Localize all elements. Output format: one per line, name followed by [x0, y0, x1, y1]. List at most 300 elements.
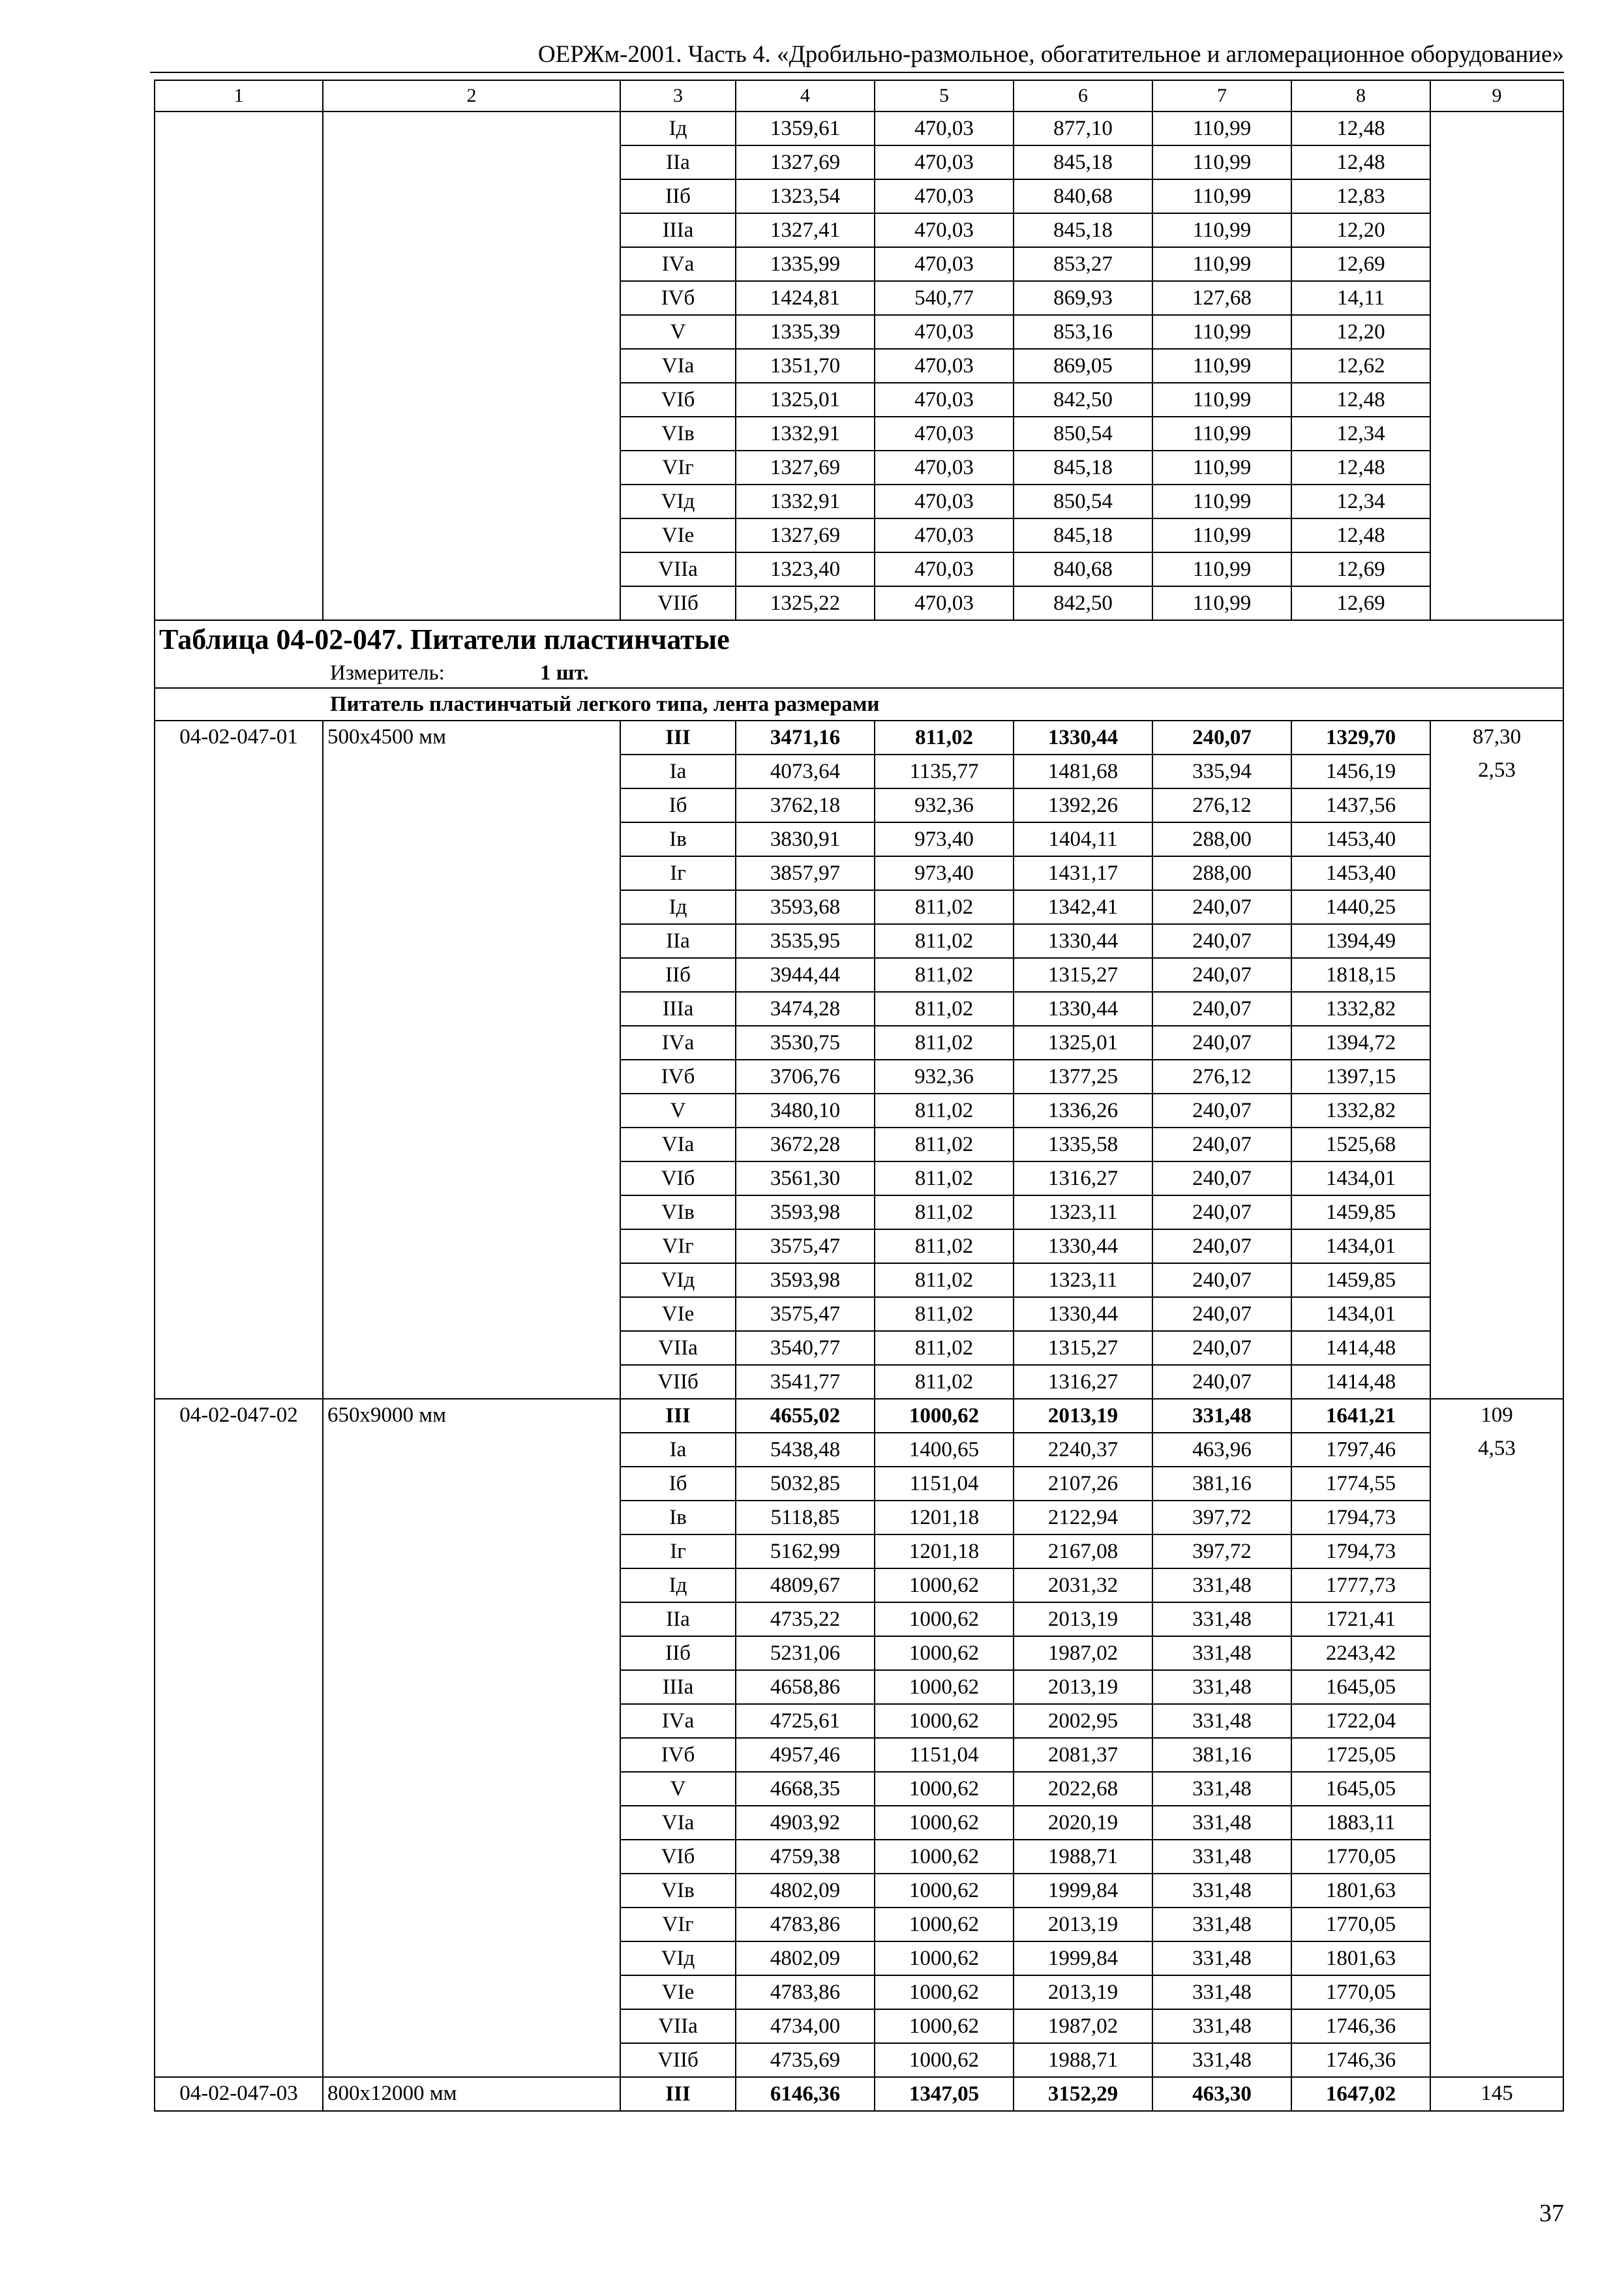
col9-cell	[1430, 1297, 1563, 1331]
value-cell: 1794,73	[1291, 1534, 1430, 1568]
value-cell: 1437,56	[1291, 788, 1430, 822]
value-cell: 1332,82	[1291, 1094, 1430, 1128]
value-cell: 1394,72	[1291, 1026, 1430, 1060]
value-cell: 110,99	[1152, 179, 1291, 213]
zone-cell: VIв	[620, 1874, 736, 1908]
value-cell: 1525,68	[1291, 1128, 1430, 1161]
item-name	[323, 1670, 620, 1704]
item-name	[323, 1195, 620, 1229]
value-cell: 240,07	[1152, 1094, 1291, 1128]
table-row	[155, 1874, 1563, 1908]
value-cell: 1999,84	[1014, 1874, 1152, 1908]
col9-cell	[1430, 1501, 1563, 1534]
value-cell: 1456,19	[1291, 755, 1430, 788]
value-cell: 470,03	[875, 112, 1014, 145]
table-title-row	[155, 620, 1563, 659]
value-cell: 1327,69	[736, 451, 875, 485]
item-name	[323, 1263, 620, 1297]
name-cell	[323, 145, 620, 179]
col9-cell	[1430, 1263, 1563, 1297]
value-cell: 463,96	[1152, 1433, 1291, 1467]
zone-cell: VIIа	[620, 1331, 736, 1365]
item-name	[323, 1941, 620, 1975]
table-row	[155, 788, 1563, 822]
value-cell: 1377,25	[1014, 1060, 1152, 1094]
value-cell: 842,50	[1014, 586, 1152, 620]
name-cell	[323, 451, 620, 485]
col9-cell	[1430, 383, 1563, 417]
item-name	[323, 1094, 620, 1128]
value-cell: 1000,62	[875, 1772, 1014, 1806]
item-code	[155, 1263, 323, 1297]
table-row	[155, 1060, 1563, 1094]
item-name	[323, 755, 620, 788]
table-row	[155, 1975, 1563, 2009]
value-cell: 1330,44	[1014, 721, 1152, 755]
name-cell	[323, 315, 620, 349]
col9-cell: 2,53	[1430, 755, 1563, 788]
value-cell: 3530,75	[736, 1026, 875, 1060]
value-cell: 1332,91	[736, 417, 875, 451]
value-cell: 811,02	[875, 1297, 1014, 1331]
value-cell: 1770,05	[1291, 1840, 1430, 1874]
value-cell: 331,48	[1152, 2009, 1291, 2043]
col9-cell	[1430, 958, 1563, 992]
value-cell: 12,62	[1291, 349, 1430, 383]
value-cell: 4957,46	[736, 1738, 875, 1772]
name-cell	[323, 417, 620, 451]
value-cell: 1414,48	[1291, 1365, 1430, 1399]
table-row	[155, 1908, 1563, 1941]
item-code	[155, 856, 323, 890]
value-cell: 12,48	[1291, 145, 1430, 179]
table-row	[155, 112, 1563, 145]
value-cell: 4802,09	[736, 1941, 875, 1975]
value-cell: 1453,40	[1291, 856, 1430, 890]
value-cell: 2022,68	[1014, 1772, 1152, 1806]
col9-cell	[1430, 1161, 1563, 1195]
item-code	[155, 1874, 323, 1908]
value-cell: 470,03	[875, 213, 1014, 247]
value-cell: 5118,85	[736, 1501, 875, 1534]
item-code	[155, 1941, 323, 1975]
value-cell: 845,18	[1014, 451, 1152, 485]
value-cell: 470,03	[875, 417, 1014, 451]
zone-cell: Iг	[620, 856, 736, 890]
col9-cell	[1430, 1060, 1563, 1094]
unit-label: Измеритель:	[330, 661, 445, 685]
item-name: 500х4500 мм	[323, 721, 620, 755]
zone-cell: VIг	[620, 1908, 736, 1941]
value-cell: 1746,36	[1291, 2043, 1430, 2077]
value-cell: 1000,62	[875, 1908, 1014, 1941]
table-row	[155, 485, 1563, 518]
value-cell: 4809,67	[736, 1568, 875, 1602]
table-row	[155, 1772, 1563, 1806]
col9-cell	[1430, 1026, 1563, 1060]
value-cell: 869,05	[1014, 349, 1152, 383]
col9-cell	[1430, 518, 1563, 552]
value-cell: 1327,69	[736, 518, 875, 552]
value-cell: 12,83	[1291, 179, 1430, 213]
value-cell: 1481,68	[1014, 755, 1152, 788]
item-name	[323, 1534, 620, 1568]
zone-cell: III	[620, 721, 736, 755]
value-cell: 811,02	[875, 1094, 1014, 1128]
value-cell: 540,77	[875, 281, 1014, 315]
col9-cell	[1430, 112, 1563, 145]
item-name	[323, 1568, 620, 1602]
value-cell: 12,34	[1291, 417, 1430, 451]
value-cell: 1000,62	[875, 1941, 1014, 1975]
value-cell: 6146,36	[736, 2077, 875, 2111]
col9-cell	[1430, 145, 1563, 179]
table-row	[155, 856, 1563, 890]
value-cell: 1332,91	[736, 485, 875, 518]
table-row	[155, 1534, 1563, 1568]
value-cell: 1794,73	[1291, 1501, 1430, 1534]
zone-cell: VIIа	[620, 552, 736, 586]
value-cell: 4735,69	[736, 2043, 875, 2077]
table-row	[155, 2077, 1563, 2111]
value-cell: 1988,71	[1014, 1840, 1152, 1874]
value-cell: 845,18	[1014, 518, 1152, 552]
value-cell: 331,48	[1152, 1602, 1291, 1636]
table-row	[155, 417, 1563, 451]
item-name	[323, 1704, 620, 1738]
zone-cell: IIб	[620, 179, 736, 213]
name-cell	[323, 112, 620, 145]
unit-row	[155, 659, 1563, 688]
item-name	[323, 1874, 620, 1908]
zone-cell: Iв	[620, 822, 736, 856]
value-cell: 5231,06	[736, 1636, 875, 1670]
table-row	[155, 281, 1563, 315]
table-row	[155, 213, 1563, 247]
col9-cell	[1430, 1467, 1563, 1501]
table-row	[155, 1501, 1563, 1534]
value-cell: 240,07	[1152, 1195, 1291, 1229]
item-code	[155, 1297, 323, 1331]
header-rule	[150, 72, 1564, 73]
value-cell: 331,48	[1152, 1874, 1291, 1908]
item-code	[155, 1195, 323, 1229]
value-cell: 1801,63	[1291, 1941, 1430, 1975]
value-cell: 811,02	[875, 992, 1014, 1026]
value-cell: 110,99	[1152, 349, 1291, 383]
value-cell: 331,48	[1152, 1840, 1291, 1874]
table-row	[155, 145, 1563, 179]
item-code	[155, 1161, 323, 1195]
value-cell: 842,50	[1014, 383, 1152, 417]
zone-cell: III	[620, 2077, 736, 2111]
zone-cell: Iа	[620, 1433, 736, 1467]
value-cell: 463,30	[1152, 2077, 1291, 2111]
item-code	[155, 1738, 323, 1772]
value-cell: 973,40	[875, 856, 1014, 890]
table-row	[155, 1094, 1563, 1128]
column-number: 9	[1430, 80, 1563, 112]
value-cell: 240,07	[1152, 721, 1291, 755]
zone-cell: Iд	[620, 112, 736, 145]
value-cell: 12,48	[1291, 383, 1430, 417]
value-cell: 331,48	[1152, 1399, 1291, 1433]
table-row	[155, 451, 1563, 485]
zone-cell: VIIа	[620, 2009, 736, 2043]
zone-cell: Iг	[620, 1534, 736, 1568]
value-cell: 1000,62	[875, 1399, 1014, 1433]
column-number: 6	[1014, 80, 1152, 112]
value-cell: 110,99	[1152, 213, 1291, 247]
column-number: 8	[1291, 80, 1430, 112]
col9-cell	[1430, 247, 1563, 281]
name-cell	[323, 247, 620, 281]
item-name	[323, 992, 620, 1026]
table-row	[155, 1433, 1563, 1467]
value-cell: 1414,48	[1291, 1331, 1430, 1365]
value-cell: 1770,05	[1291, 1908, 1430, 1941]
value-cell: 1316,27	[1014, 1161, 1152, 1195]
item-code	[155, 1908, 323, 1941]
value-cell: 1725,05	[1291, 1738, 1430, 1772]
col9-cell	[1430, 1941, 1563, 1975]
value-cell: 1774,55	[1291, 1467, 1430, 1501]
value-cell: 1000,62	[875, 1874, 1014, 1908]
value-cell: 397,72	[1152, 1501, 1291, 1534]
value-cell: 1770,05	[1291, 1975, 1430, 2009]
value-cell: 12,69	[1291, 247, 1430, 281]
code-cell	[155, 247, 323, 281]
name-cell	[323, 518, 620, 552]
value-cell: 2013,19	[1014, 1602, 1152, 1636]
name-cell	[323, 485, 620, 518]
value-cell: 1883,11	[1291, 1806, 1430, 1840]
name-cell	[323, 213, 620, 247]
col9-cell	[1430, 179, 1563, 213]
code-cell	[155, 315, 323, 349]
table-row	[155, 552, 1563, 586]
zone-cell: IIIа	[620, 1670, 736, 1704]
value-cell: 12,48	[1291, 518, 1430, 552]
value-cell: 1329,70	[1291, 721, 1430, 755]
zone-cell: Iа	[620, 755, 736, 788]
value-cell: 1201,18	[875, 1501, 1014, 1534]
item-code	[155, 1670, 323, 1704]
value-cell: 1323,11	[1014, 1263, 1152, 1297]
col9-cell	[1430, 2043, 1563, 2077]
col9-cell	[1430, 1840, 1563, 1874]
value-cell: 1332,82	[1291, 992, 1430, 1026]
item-code	[155, 1229, 323, 1263]
zone-cell: VIIб	[620, 1365, 736, 1399]
value-cell: 3575,47	[736, 1297, 875, 1331]
item-code	[155, 2043, 323, 2077]
value-cell: 1323,54	[736, 179, 875, 213]
column-number: 1	[155, 80, 323, 112]
value-cell: 1000,62	[875, 1636, 1014, 1670]
value-cell: 470,03	[875, 552, 1014, 586]
value-cell: 850,54	[1014, 417, 1152, 451]
value-cell: 1397,15	[1291, 1060, 1430, 1094]
value-cell: 240,07	[1152, 924, 1291, 958]
table-row	[155, 518, 1563, 552]
value-cell: 1404,11	[1014, 822, 1152, 856]
value-cell: 4668,35	[736, 1772, 875, 1806]
value-cell: 3535,95	[736, 924, 875, 958]
value-cell: 5162,99	[736, 1534, 875, 1568]
value-cell: 4802,09	[736, 1874, 875, 1908]
value-cell: 2013,19	[1014, 1670, 1152, 1704]
value-cell: 1135,77	[875, 755, 1014, 788]
code-cell	[155, 451, 323, 485]
item-code	[155, 1772, 323, 1806]
value-cell: 331,48	[1152, 1806, 1291, 1840]
col9-cell	[1430, 1738, 1563, 1772]
value-cell: 4783,86	[736, 1908, 875, 1941]
value-cell: 1327,41	[736, 213, 875, 247]
table-row	[155, 349, 1563, 383]
price-table	[154, 80, 1564, 2112]
table-row	[155, 1602, 1563, 1636]
value-cell: 1351,70	[736, 349, 875, 383]
column-number: 7	[1152, 80, 1291, 112]
value-cell: 2013,19	[1014, 1399, 1152, 1433]
value-cell: 811,02	[875, 1195, 1014, 1229]
value-cell: 110,99	[1152, 247, 1291, 281]
value-cell: 240,07	[1152, 1263, 1291, 1297]
code-cell	[155, 383, 323, 417]
value-cell: 2013,19	[1014, 1908, 1152, 1941]
value-cell: 1000,62	[875, 1568, 1014, 1602]
value-cell: 3830,91	[736, 822, 875, 856]
value-cell: 240,07	[1152, 1161, 1291, 1195]
item-code: 04-02-047-03	[155, 2077, 323, 2111]
table-row	[155, 1738, 1563, 1772]
value-cell: 240,07	[1152, 1128, 1291, 1161]
table-row	[155, 586, 1563, 620]
value-cell: 2002,95	[1014, 1704, 1152, 1738]
table-row	[155, 179, 1563, 213]
item-code	[155, 890, 323, 924]
value-cell: 1330,44	[1014, 924, 1152, 958]
value-cell: 4655,02	[736, 1399, 875, 1433]
zone-cell: VIв	[620, 1195, 736, 1229]
value-cell: 470,03	[875, 349, 1014, 383]
item-name	[323, 1772, 620, 1806]
value-cell: 12,48	[1291, 451, 1430, 485]
item-code	[155, 1060, 323, 1094]
value-cell: 3480,10	[736, 1094, 875, 1128]
code-cell	[155, 112, 323, 145]
zone-cell: Iд	[620, 890, 736, 924]
value-cell: 811,02	[875, 1263, 1014, 1297]
value-cell: 240,07	[1152, 1297, 1291, 1331]
item-code	[155, 822, 323, 856]
value-cell: 2013,19	[1014, 1975, 1152, 2009]
running-header: ОЕРЖм-2001. Часть 4. «Дробильно-размольное, обогатительное и агломерационное оборудование»	[537, 41, 1564, 68]
value-cell: 1315,27	[1014, 958, 1152, 992]
value-cell: 811,02	[875, 721, 1014, 755]
column-number: 5	[875, 80, 1014, 112]
value-cell: 470,03	[875, 179, 1014, 213]
value-cell: 240,07	[1152, 958, 1291, 992]
value-cell: 1431,17	[1014, 856, 1152, 890]
value-cell: 1335,58	[1014, 1128, 1152, 1161]
zone-cell: IVа	[620, 1026, 736, 1060]
col9-cell	[1430, 1975, 1563, 2009]
item-name	[323, 2043, 620, 2077]
value-cell: 1000,62	[875, 1670, 1014, 1704]
value-cell: 1987,02	[1014, 2009, 1152, 2043]
item-name	[323, 1161, 620, 1195]
item-code: 04-02-047-02	[155, 1399, 323, 1433]
col9-cell: 87,30	[1430, 721, 1563, 755]
item-code	[155, 1467, 323, 1501]
value-cell: 1000,62	[875, 1704, 1014, 1738]
item-code	[155, 1704, 323, 1738]
table-row	[155, 924, 1563, 958]
value-cell: 4658,86	[736, 1670, 875, 1704]
value-cell: 12,69	[1291, 586, 1430, 620]
zone-cell: VIг	[620, 451, 736, 485]
table-subtitle: Питатель пластинчатый легкого типа, лента размерами	[155, 688, 1563, 721]
value-cell: 2107,26	[1014, 1467, 1152, 1501]
item-code	[155, 1534, 323, 1568]
value-cell: 1347,05	[875, 2077, 1014, 2111]
subtitle-row	[155, 688, 1563, 721]
item-name	[323, 1636, 620, 1670]
value-cell: 2020,19	[1014, 1806, 1152, 1840]
col9-cell	[1430, 1331, 1563, 1365]
zone-cell: VIб	[620, 1840, 736, 1874]
item-name	[323, 1975, 620, 2009]
zone-cell: VIб	[620, 383, 736, 417]
table-row	[155, 383, 1563, 417]
item-name	[323, 1840, 620, 1874]
table-row	[155, 2009, 1563, 2043]
code-cell	[155, 518, 323, 552]
value-cell: 973,40	[875, 822, 1014, 856]
item-name	[323, 1806, 620, 1840]
item-code	[155, 1840, 323, 1874]
value-cell: 110,99	[1152, 518, 1291, 552]
zone-cell: VIа	[620, 349, 736, 383]
item-code	[155, 992, 323, 1026]
value-cell: 1151,04	[875, 1467, 1014, 1501]
value-cell: 811,02	[875, 1331, 1014, 1365]
value-cell: 1201,18	[875, 1534, 1014, 1568]
value-cell: 3152,29	[1014, 2077, 1152, 2111]
value-cell: 850,54	[1014, 485, 1152, 518]
value-cell: 3672,28	[736, 1128, 875, 1161]
column-number-row	[155, 80, 1563, 112]
item-code	[155, 1806, 323, 1840]
value-cell: 2081,37	[1014, 1738, 1152, 1772]
value-cell: 1342,41	[1014, 890, 1152, 924]
value-cell: 14,11	[1291, 281, 1430, 315]
value-cell: 110,99	[1152, 145, 1291, 179]
col9-cell	[1430, 1704, 1563, 1738]
value-cell: 110,99	[1152, 315, 1291, 349]
value-cell: 1316,27	[1014, 1365, 1152, 1399]
value-cell: 110,99	[1152, 417, 1291, 451]
zone-cell: VIд	[620, 485, 736, 518]
item-name	[323, 1365, 620, 1399]
column-number: 4	[736, 80, 875, 112]
item-code	[155, 788, 323, 822]
table-row	[155, 1704, 1563, 1738]
value-cell: 3474,28	[736, 992, 875, 1026]
